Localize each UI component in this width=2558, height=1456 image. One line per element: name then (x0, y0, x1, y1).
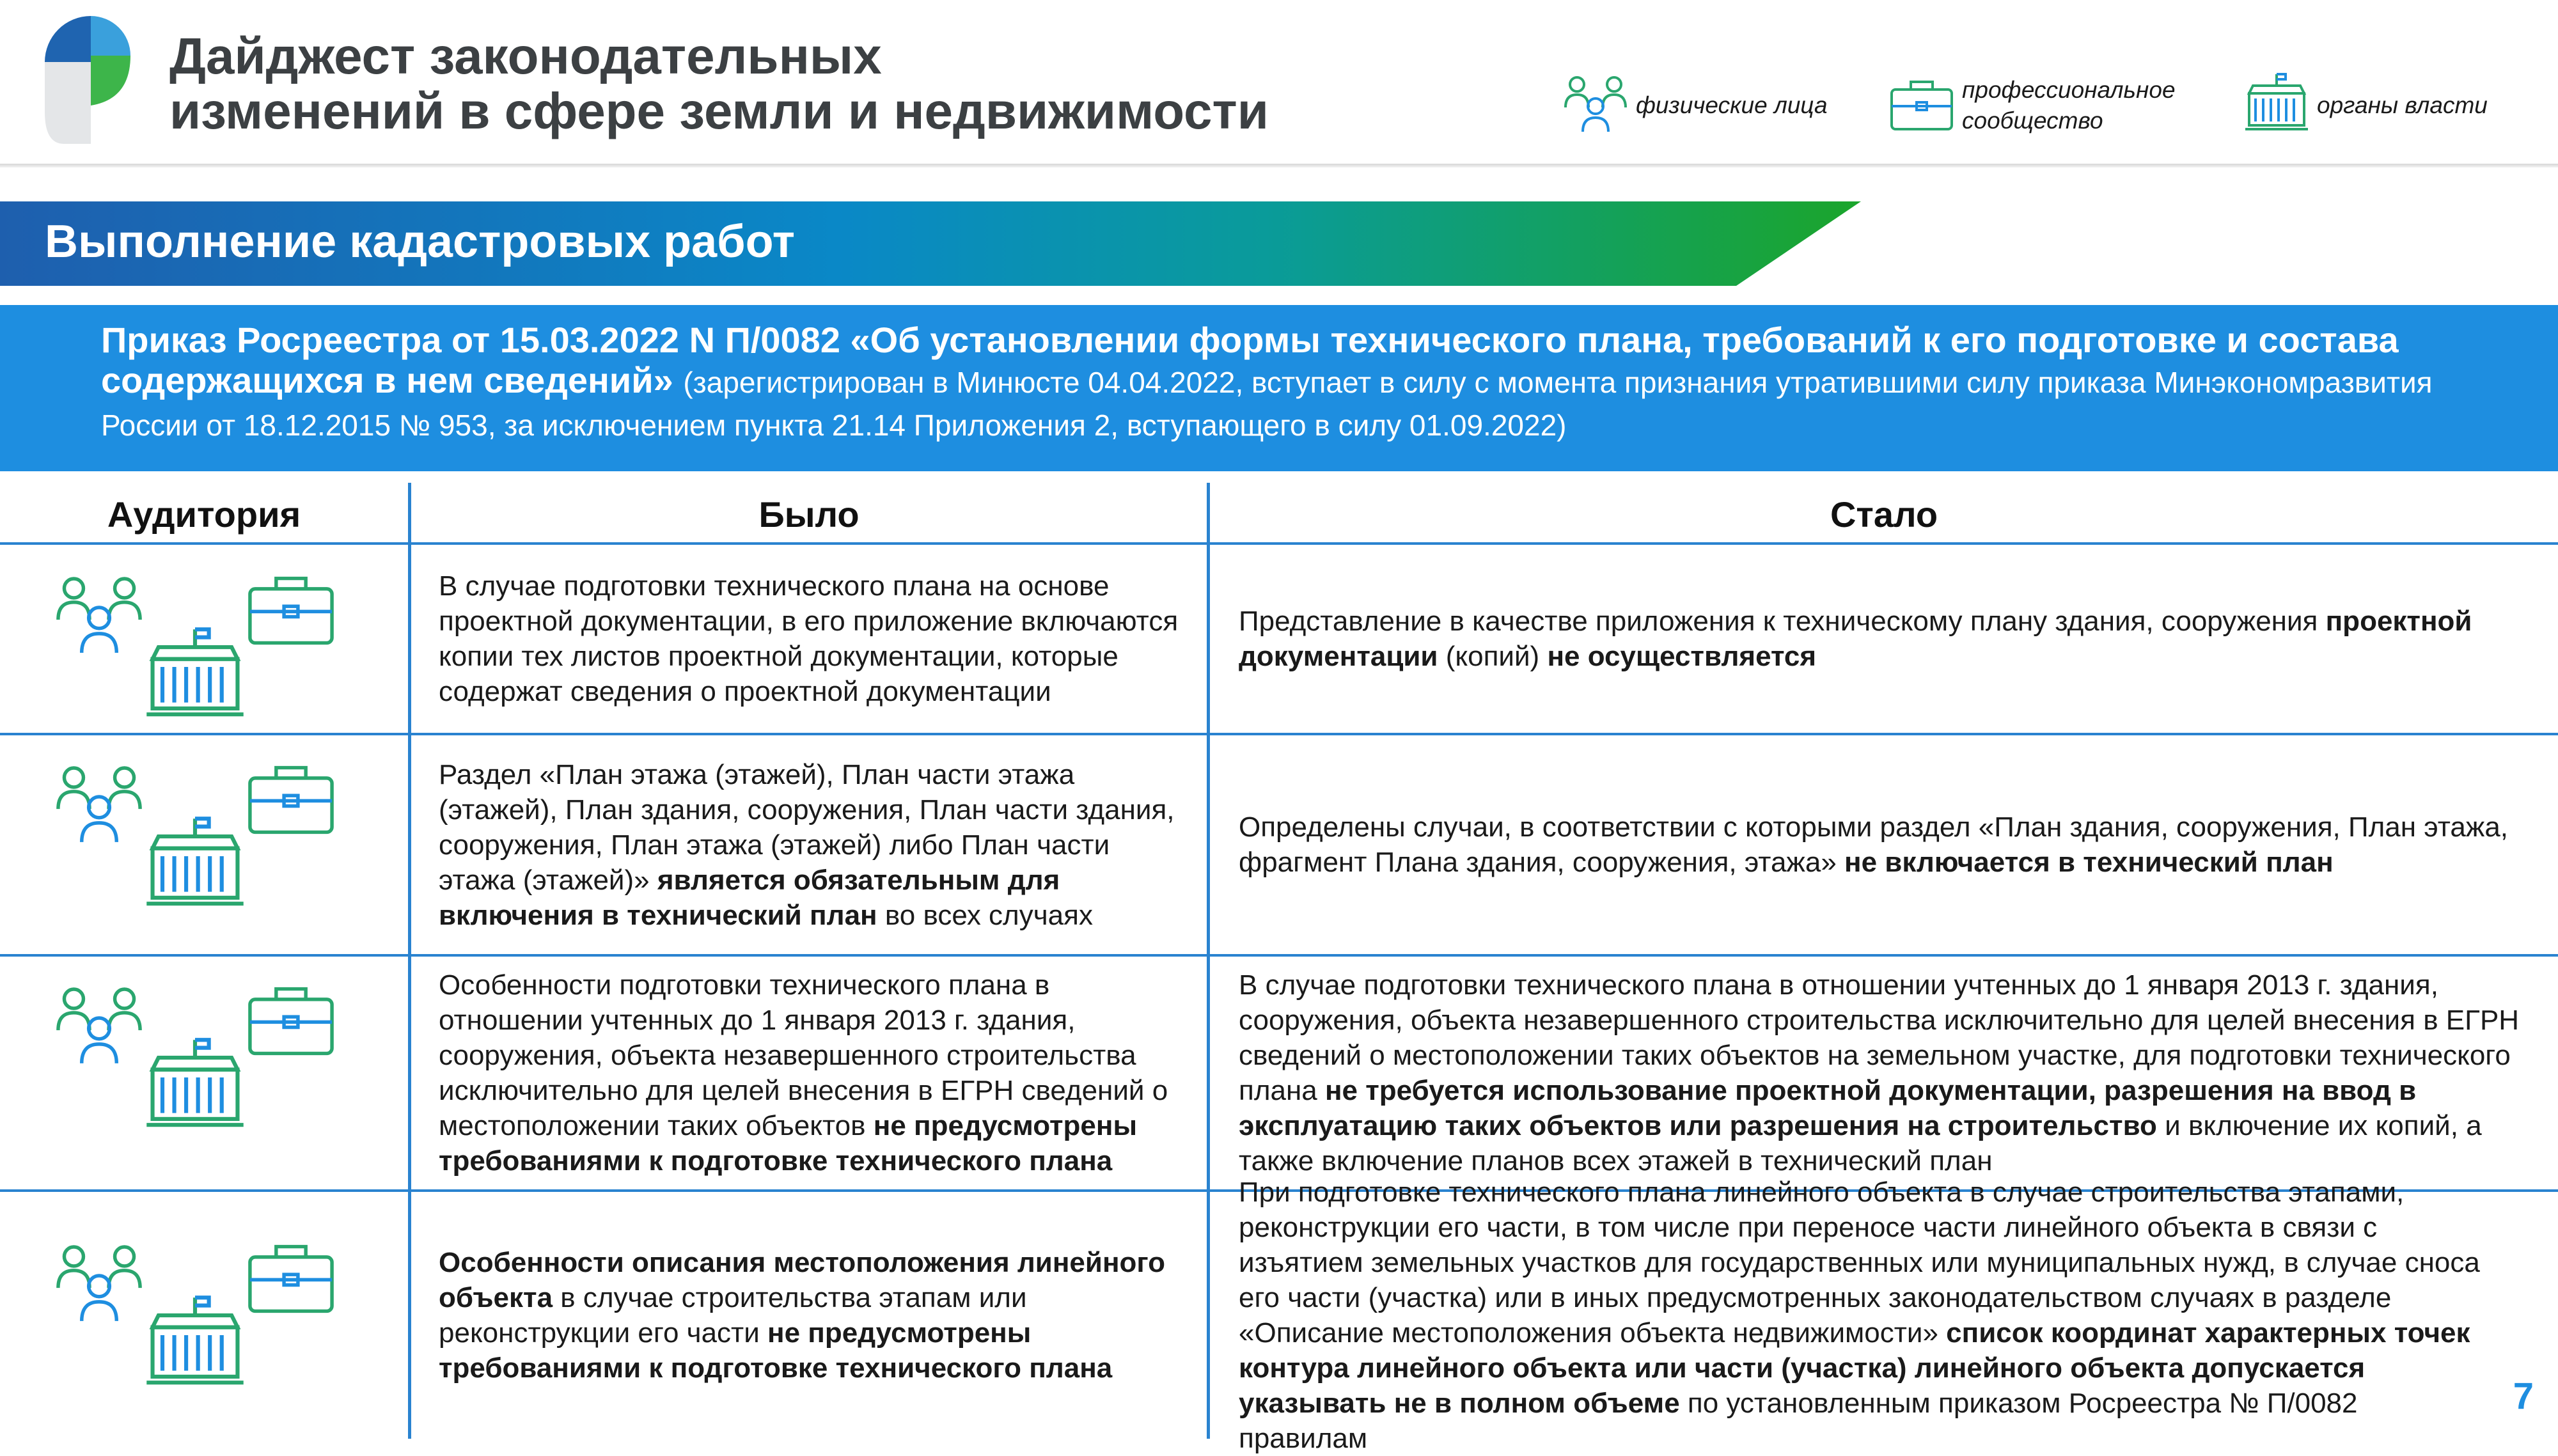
title-line-1: Дайджест законодательных (169, 27, 882, 84)
legend-professional-label-2: сообщество (1962, 107, 2103, 134)
bold-text: не предусмотрены требованиями к подготовке технического плана (439, 1110, 1138, 1177)
text: и включение их копий, а также включение планов всех этажей в технический план (1239, 1110, 2482, 1177)
bold-text: является обязательным для включения в технический план (439, 864, 1060, 931)
cell-text (439, 967, 1193, 1178)
column-header-was: Было (758, 494, 859, 535)
cell-became (1239, 545, 2537, 733)
text: Особенности подготовки технического плана в отношении учтенных до 1 января 2013 г. здания, сооружения, объекта незавершенного строительства исключительно для целей внесения в ЕГРН сведений о местоположении таких объектов (439, 969, 1168, 1141)
legend-authorities-label: органы власти (2317, 92, 2488, 118)
government-building-icon (141, 623, 249, 732)
briefcase-icon (243, 1231, 339, 1327)
cell-text (1239, 604, 2537, 674)
legend-individuals-label: физические лица (1636, 92, 1828, 118)
cell-was (439, 545, 1193, 733)
people-group-icon (1560, 70, 1631, 141)
bold-text: не требуется использование проектной документации, разрешения на ввод в эксплуатацию таких объектов или разрешения на строительство (1239, 1075, 2417, 1141)
government-building-icon (141, 1292, 249, 1400)
title-line-2: изменений в сфере земли и недвижимости (169, 82, 1269, 139)
order-description (101, 320, 2525, 446)
text: В случае подготовки технического плана на основе проектной документации, в его приложение включаются копии тех листов проектной документации, которые содержат сведения о проектной документации (439, 570, 1179, 707)
legend-professional-label-1: профессиональное (1962, 77, 2176, 103)
cell-became (1239, 735, 2537, 954)
text: по установленным приказом Росреестра № П/0082 правилам (1239, 1388, 2358, 1454)
text: При подготовке технического плана линейного объекта в случае строительства этапами, реконструкции его части, в том числе при переносе части линейного объекта в связи с изъятием земельных участков для государственных или муниципальных нужд, в случае сноса его части (участка) или в иных предусмотренных законодательством случаях в разделе «Описание местоположения объекта недвижимости» (1239, 1177, 2480, 1349)
bold-text: не включается в технический план (1844, 847, 2334, 878)
order-details: (зарегистрирован в Минюсте 04.04.2022, вступает в силу с момента признания утратившими силу приказа Минэкономразвития России от 18.12.2015 № 953, за исключением пункта 21.14 Приложения 2, вступающего в силу 01.09.2022) (101, 366, 2433, 442)
cell-text (1239, 1175, 2486, 1456)
bold-text: не осуществляется (1547, 641, 1817, 672)
people-group-icon (51, 1237, 147, 1333)
audience-icons (51, 973, 345, 1139)
audience-icons (51, 1231, 345, 1397)
text: (копий) (1438, 641, 1548, 672)
page-number: 7 (2513, 1375, 2534, 1417)
text: в случае строительства этапам или реконструкции его части (439, 1282, 1027, 1349)
audience-icons (51, 563, 345, 729)
people-group-icon (51, 569, 147, 665)
people-group-icon (51, 980, 147, 1076)
government-building-icon (141, 813, 249, 921)
table-column-divider (408, 483, 411, 1439)
briefcase-icon (1887, 70, 1957, 141)
legend-authorities (2241, 70, 2488, 141)
digest-title (169, 29, 1269, 139)
cell-text (1239, 810, 2537, 880)
cell-text (1239, 967, 2531, 1178)
cell-text (439, 568, 1193, 709)
briefcase-icon (243, 973, 339, 1069)
cell-became (1239, 957, 2531, 1189)
text: Определены случаи, в соответствии с которыми раздел «План здания, сооружения, План этажа, фрагмент Плана здания, сооружения, этажа» (1239, 811, 2509, 878)
people-group-icon (51, 758, 147, 854)
briefcase-icon (243, 563, 339, 659)
order-title: Приказ Росреестра от 15.03.2022 N П/0082 «Об установлении формы технического плана, требований к его подготовке и состава содержащихся в нем сведений» (101, 320, 2399, 400)
legend-professional (1887, 77, 2176, 141)
column-header-became: Стало (1830, 494, 1938, 535)
bold-text: список координат характерных точек контура линейного объекта или части (участка) линейного объекта допускается указывать не в полном объеме (1239, 1317, 2470, 1419)
cell-was (439, 735, 1193, 954)
header-separator (0, 164, 2558, 168)
bold-text: не предусмотрены требованиями к подготовке технического плана (439, 1317, 1113, 1384)
text: Раздел «План этажа (этажей), План части этажа (этажей), План здания, сооружения, План части здания, сооружения, План этажа (этажей) либо План части этажа (этажей)» (439, 758, 1175, 896)
text: В случае подготовки технического плана в отношении учтенных до 1 января 2013 г. здания, сооружения, объекта незавершенного строительства исключительно для целей внесения в ЕГРН сведений о местоположении таких объектов на земельном участке, для подготовки технического плана (1239, 969, 2520, 1106)
bold-text: Особенности описания местоположения линейного объекта (439, 1247, 1166, 1313)
cell-was (439, 1192, 1193, 1439)
cell-became (1239, 1177, 2486, 1454)
column-header-audience: Аудитория (107, 494, 301, 535)
cell-text (439, 757, 1193, 933)
government-building-icon (141, 1034, 249, 1143)
text: Представление в качестве приложения к техническому плану здания, сооружения (1239, 606, 2326, 637)
audience-icons (51, 752, 345, 918)
government-building-icon (2241, 70, 2312, 141)
cell-was (439, 957, 1193, 1189)
text: во всех случаях (877, 899, 1093, 931)
table-column-divider (1207, 483, 1210, 1439)
briefcase-icon (243, 752, 339, 848)
cell-text (439, 1245, 1193, 1386)
legend-individuals (1560, 70, 1828, 141)
section-title: Выполнение кадастровых работ (45, 216, 796, 267)
bold-text: проектной документации (1239, 606, 2472, 672)
rosreestr-logo (45, 16, 131, 144)
